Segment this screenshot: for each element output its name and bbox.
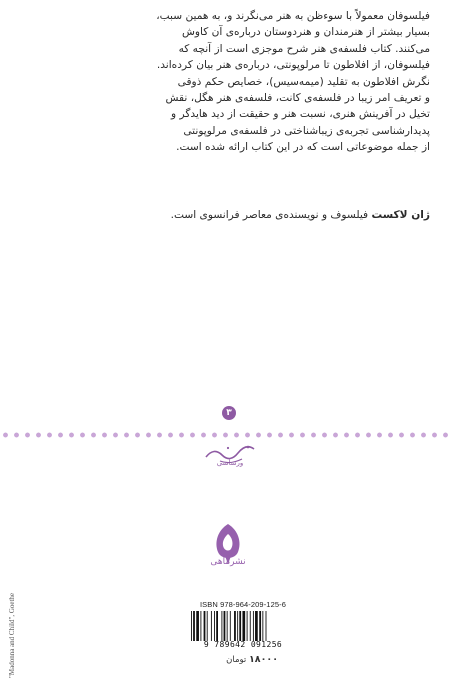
blurb-line: بسیار بیشتر از هنرمندان و هنردوستان درباره‌ی آن کاوش: [181, 26, 430, 39]
blurb-line: نگرش افلاطون به تقلید (میمه‌سیس)، خصایص حکم ذوقی: [177, 75, 430, 88]
publisher-name: نشرماهی: [210, 557, 246, 567]
price-label: [218, 654, 278, 665]
blurb-line: از جمله موضوعاتی است که در این کتاب ارائه شده است.: [176, 141, 430, 154]
series-number-badge: ۳: [222, 406, 236, 420]
barcode-icon: [189, 611, 297, 641]
blurb-line: پدیدارشناسی تجربه‌ی زیباشناختی در فلسفه‌ی مرلوپونتی: [183, 124, 430, 137]
blurb-line: فیلسوفان، از افلاطون تا مرلوپونتی، درباره‌ی هنر بیان کرده‌اند.: [156, 59, 430, 72]
price-amount: ۱۸۰۰۰: [249, 654, 278, 665]
blurb-line: می‌کنند. کتاب فلسفه‌ی هنر شرح موجزی است از آنچه که: [178, 42, 430, 55]
author-description: فیلسوف و نویسنده‌ی معاصر فرانسوی است.: [170, 209, 369, 221]
isbn-text: ISBN 978-964-209-125-6: [199, 600, 286, 609]
price-unit: تومان: [226, 655, 247, 665]
blurb-line: و تعریف امر زیبا در فلسفه‌ی کانت، فلسفه‌ی هنر هگل، نقش: [165, 92, 430, 105]
blurb-text: [96, 8, 430, 156]
publisher-logo-icon: [208, 520, 248, 578]
blurb-line: تخیل در آفرینش هنری، نسبت هنر و حقیقت از دید هایدگر و: [171, 108, 430, 121]
blurb-line: فیلسوفان معمولاً با سوءظن به هنر می‌نگرند و، به همین سبب،: [156, 10, 430, 22]
dotted-divider: [0, 432, 450, 438]
cover-art-credit: "Madonna and Child", Goethe: [8, 592, 16, 678]
author-note: [96, 207, 430, 223]
barcode-digits: 9 789642 091256: [203, 640, 283, 649]
author-name: ژان لاکست: [371, 209, 430, 221]
series-name: ورساسی: [216, 459, 244, 467]
series-logo: [200, 439, 260, 467]
